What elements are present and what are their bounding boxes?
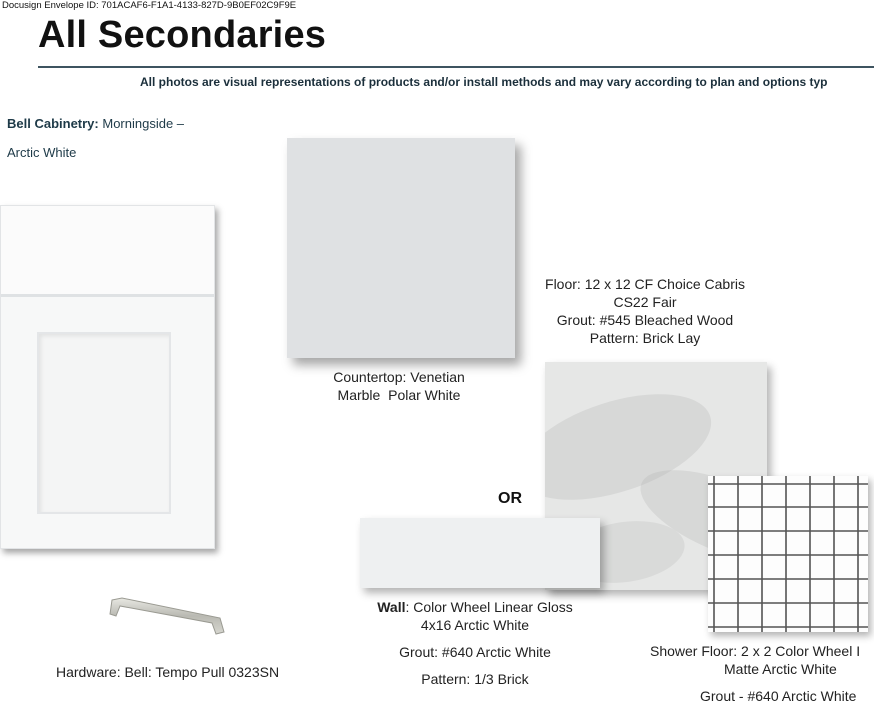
page-title: All Secondaries (38, 14, 327, 56)
floor-line3: Grout: #545 Bleached Wood (556, 312, 734, 328)
wall-line2: 4x16 Arctic White (420, 617, 530, 633)
countertop-label (300, 368, 498, 404)
envelope-id: Docusign Envelope ID: 701ACAF6-F1A1-4133-827D-9B0EF02C9F9E (2, 0, 297, 11)
wall-label-bold: Wall (377, 599, 406, 615)
wall-grout: Grout: #640 Arctic White (399, 644, 551, 660)
shower-floor-line2: Matte Arctic White (724, 661, 837, 677)
or-separator: OR (498, 490, 522, 507)
mosaic-tile-image (708, 476, 868, 632)
wall-line1 (360, 598, 590, 616)
wall-line1-rest: : Color Wheel Linear Gloss (405, 599, 573, 615)
countertop-line1: Countertop: Venetian (333, 369, 465, 385)
pull-drawing (108, 596, 228, 636)
cabinet-door-image (0, 205, 215, 549)
door-recessed-panel (37, 332, 171, 514)
shower-floor-grout: Grout - #640 Arctic White (700, 688, 857, 704)
cabinetry-color: Arctic White (7, 145, 77, 160)
drawer-pull-image (108, 596, 228, 636)
cabinetry-brand: Bell Cabinetry: (7, 116, 99, 131)
wall-pattern: Pattern: 1/3 Brick (421, 671, 529, 687)
floor-label (525, 275, 765, 347)
disclaimer-text: All photos are visual representations of products and/or install methods and may vary according to plan and options typ (140, 75, 828, 89)
floor-line1: Floor: 12 x 12 CF Choice Cabris (545, 276, 745, 292)
hardware-label: Hardware: Bell: Tempo Pull 0323SN (56, 664, 280, 680)
floor-line2: CS22 Fair (613, 294, 677, 310)
floor-line4: Pattern: Brick Lay (589, 330, 701, 346)
title-divider (38, 66, 874, 68)
wall-label (360, 598, 590, 634)
cabinetry-label (7, 116, 184, 131)
shower-floor-line1: Shower Floor: 2 x 2 Color Wheel I (650, 643, 861, 659)
cabinetry-style: Morningside – (102, 116, 185, 131)
countertop-line2: Marble Polar White (337, 387, 461, 403)
door-drawer-front (1, 206, 214, 297)
mosaic-grid (708, 476, 868, 632)
wall-tile-swatch (360, 518, 600, 588)
countertop-swatch (287, 138, 515, 358)
